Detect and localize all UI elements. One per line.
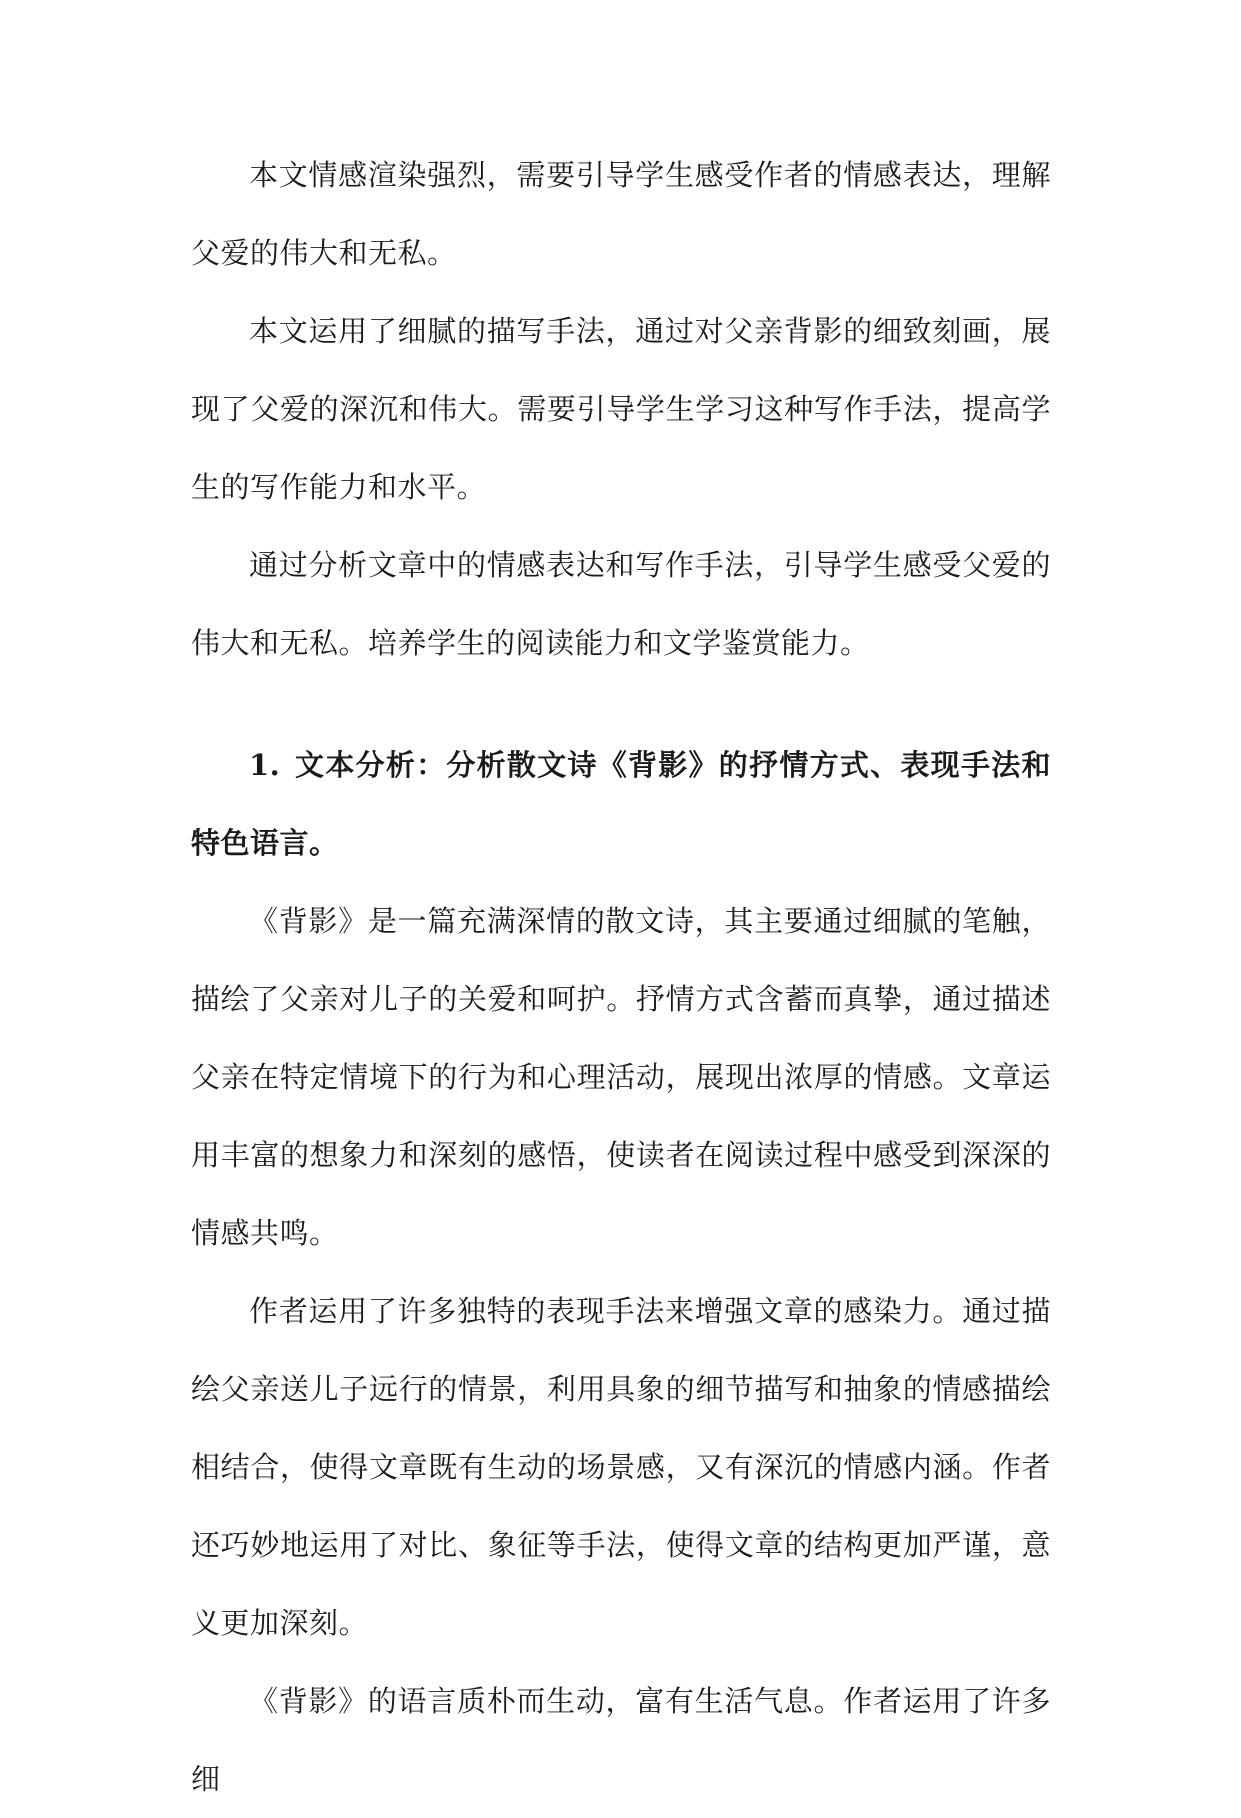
paragraph-lyrical-style: 《背影》是一篇充满深情的散文诗，其主要通过细腻的笔触，描绘了父亲对儿子的关爱和呵护。抒情方式含蓄而真挚，通过描述父亲在特定情境下的行为和心理活动，展现出浓厚的情感。文章运用丰富的想象力和深刻的感悟，使读者在阅读过程中感受到深深的情感共鸣。: [191, 904, 1051, 1250]
section-heading: [191, 726, 1051, 882]
paragraph-technique: 本文运用了细腻的描写手法，通过对父亲背影的细致刻画，展现了父爱的深沉和伟大。需要引导学生学习这种写作手法，提高学生的写作能力和水平。: [191, 314, 1051, 504]
document-page: [191, 136, 1051, 1818]
paragraph-expression: 作者运用了许多独特的表现手法来增强文章的感染力。通过描绘父亲送儿子远行的情景，利用具象的细节描写和抽象的情感描绘相结合，使得文章既有生动的场景感，又有深沉的情感内涵。作者还巧妙地运用了对比、象征等手法，使得文章的结构更加严谨，意义更加深刻。: [191, 1294, 1051, 1640]
paragraph-goal: 通过分析文章中的情感表达和写作手法，引导学生感受父爱的伟大和无私。培养学生的阅读能力和文学鉴赏能力。: [191, 548, 1051, 660]
section-title: 文本分析：分析散文诗《背影》的抒情方式、表现手法和特色语言。: [191, 748, 1051, 860]
paragraph-language: 《背影》的语言质朴而生动，富有生活气息。作者运用了许多细: [191, 1684, 1051, 1796]
section-number: 1.: [249, 748, 281, 782]
paragraph-emotion: 本文情感渲染强烈，需要引导学生感受作者的情感表达，理解父爱的伟大和无私。: [191, 158, 1051, 270]
